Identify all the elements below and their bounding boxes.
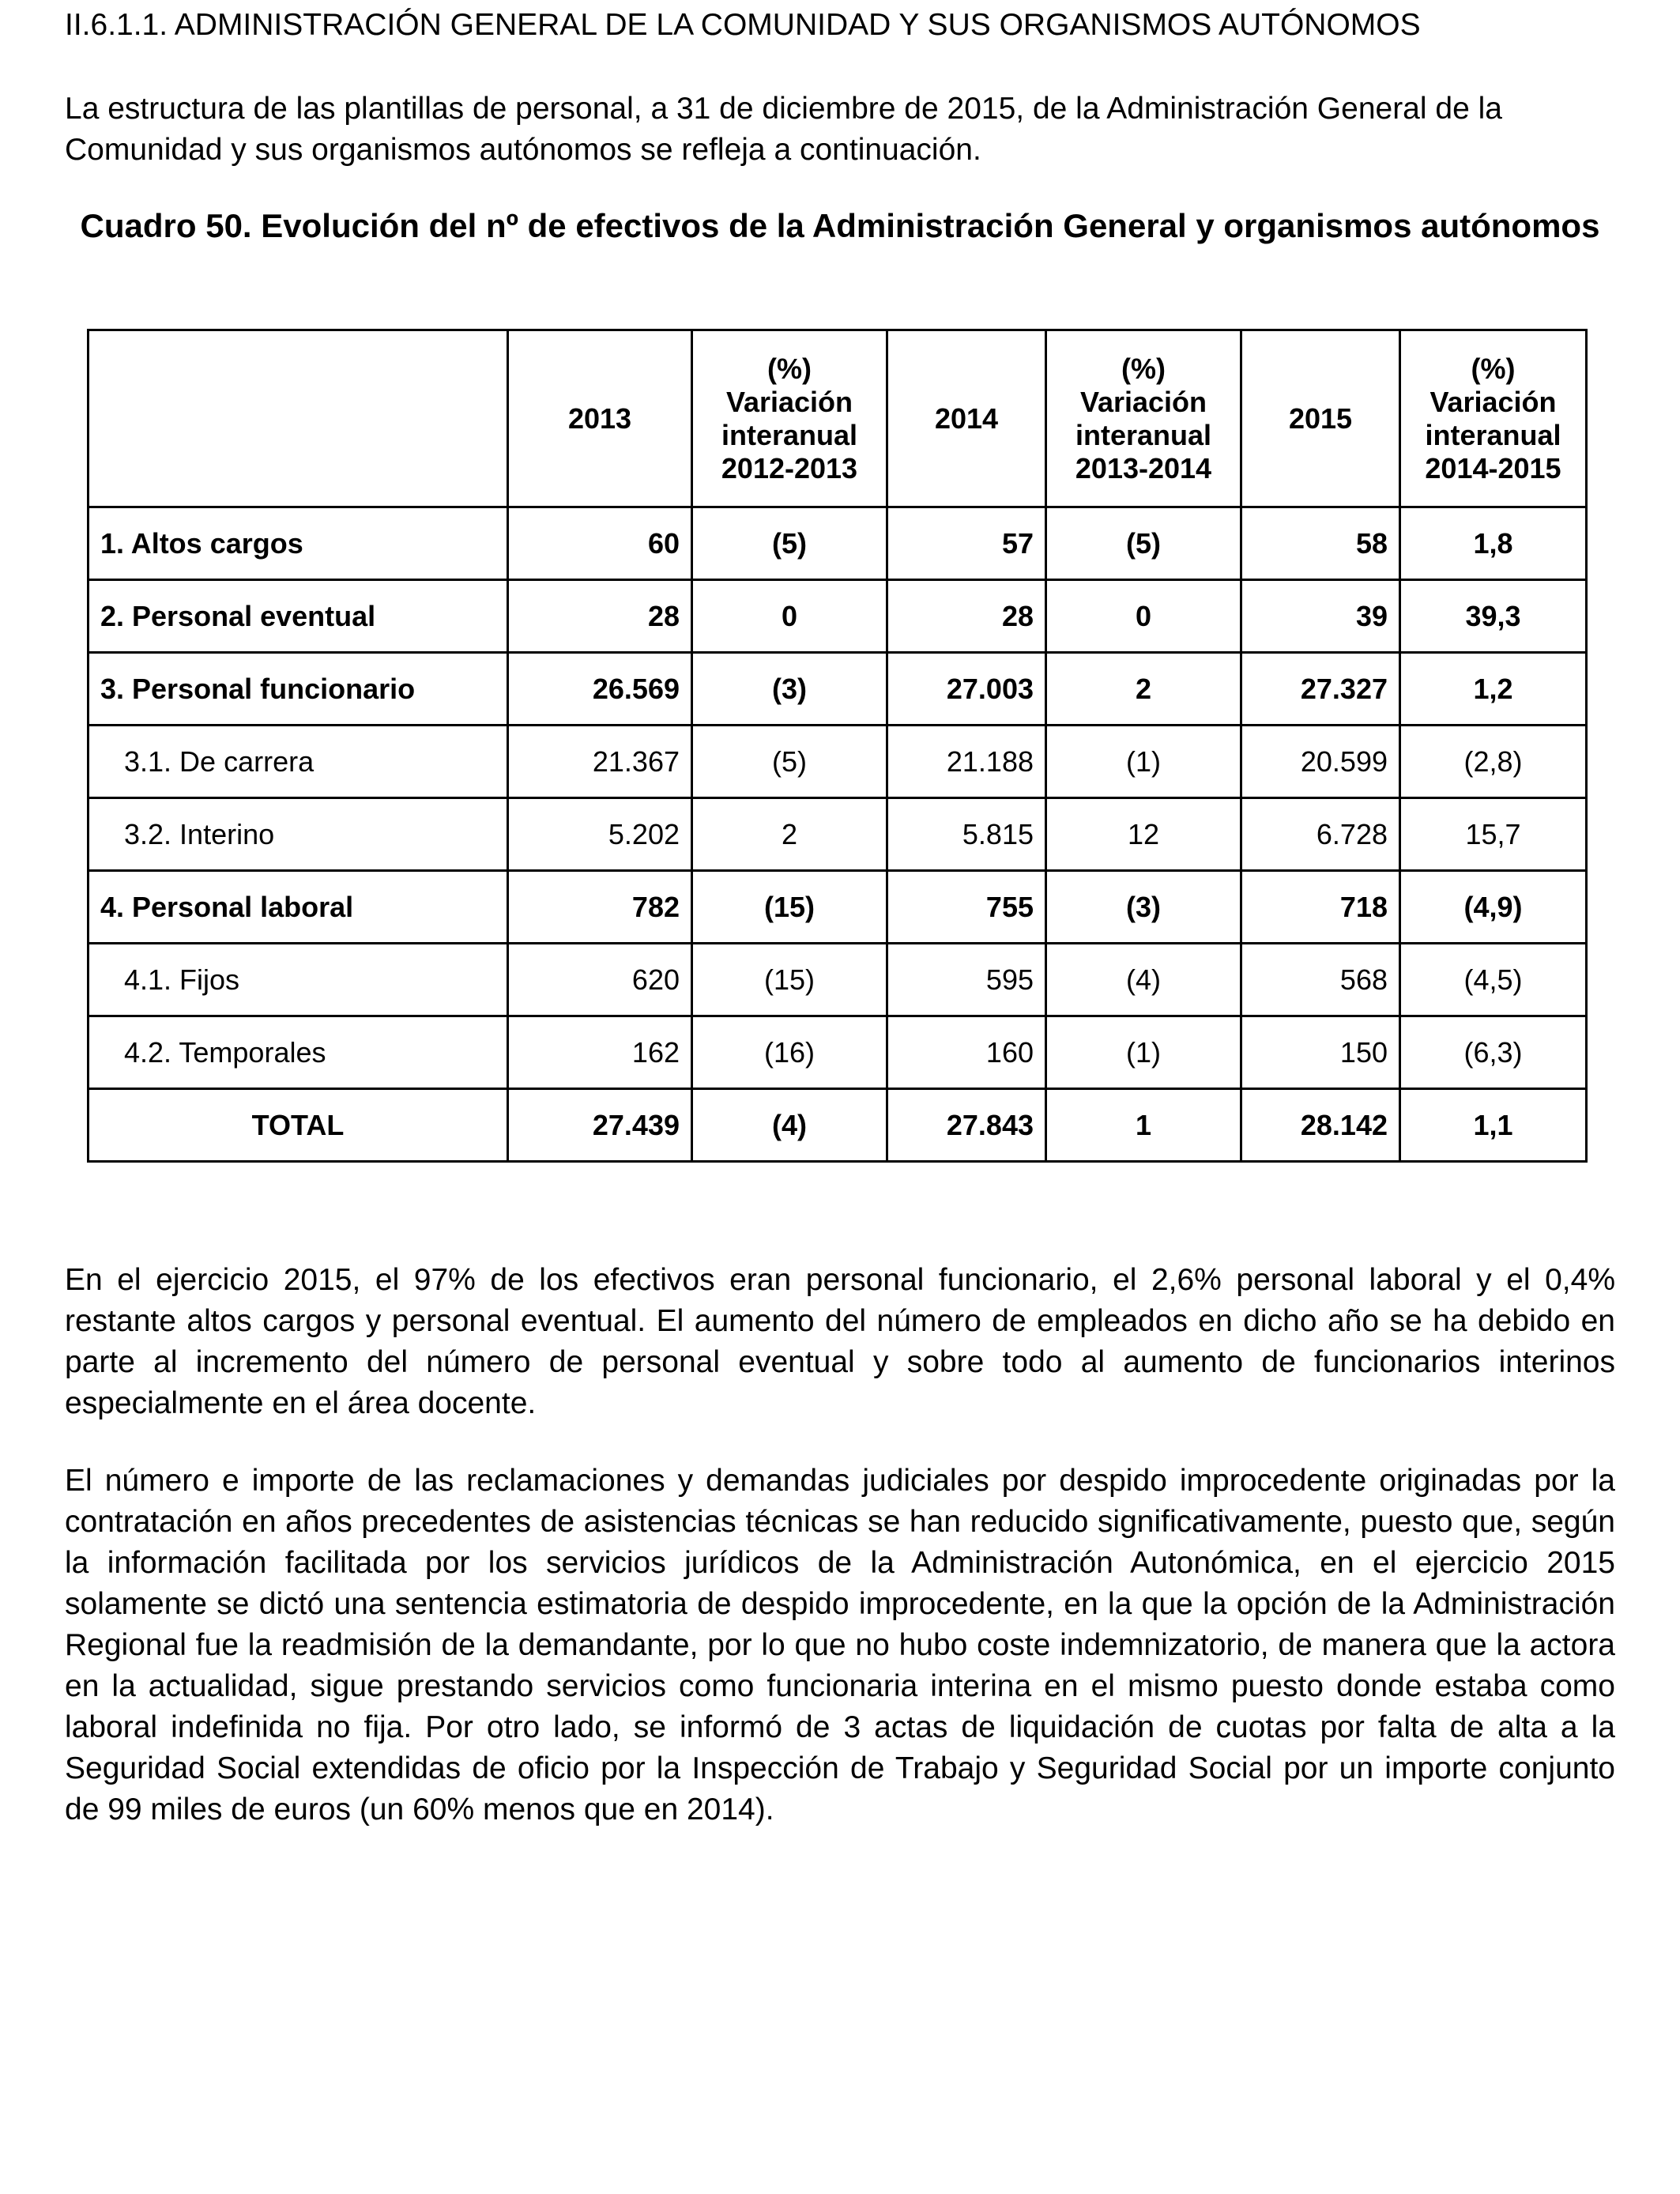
header-2015: 2015 xyxy=(1241,330,1400,507)
cell-var-2014-2015: (6,3) xyxy=(1400,1016,1587,1089)
cell-var-2012-2013: (15) xyxy=(692,871,887,944)
row-label: TOTAL xyxy=(89,1089,508,1162)
cell-var-2013-2014: 0 xyxy=(1046,580,1241,653)
header-variation-2013-2014: (%) Variación interanual 2013-2014 xyxy=(1046,330,1241,507)
row-label: 3.1. De carrera xyxy=(89,726,508,798)
cell-2014: 595 xyxy=(887,944,1046,1016)
cell-2013: 60 xyxy=(508,507,692,580)
staff-table xyxy=(87,329,1588,1163)
body-paragraph-1: En el ejercicio 2015, el 97% de los efectivos eran personal funcionario, el 2,6% personal laboral y el 0,4% restante altos cargos y personal eventual. El aumento del número de empleados en dicho año se ha debido en parte al incremento del número de personal eventual y sobre todo al aumento de funcionarios interinos especialmente en el área docente. xyxy=(65,1263,1615,1420)
cell-var-2014-2015: 1,2 xyxy=(1400,653,1587,726)
cell-2015: 27.327 xyxy=(1241,653,1400,726)
body-paragraph-2: El número e importe de las reclamaciones y demandas judiciales por despido improcedente originadas por la contratación en años precedentes de asistencias técnicas se han reducido significativamente, puesto que, según la información facilitada por los servicios jurídicos de la Administración Autonómica, en el ejercicio 2015 solamente se dictó una sentencia estimatoria de despido improcedente, en la que la opción de la Administración Regional fue la readmisión de la demandante, por lo que no hubo coste indemnizatorio, de manera que la actora en la actualidad, sigue prestando servicios como funcionaria interina en el mismo puesto donde estaba como laboral indefinida no fija. Por otro lado, se informó de 3 actas de liquidación de cuotas por falta de alta a la Seguridad Social extendidas de oficio por la Inspección de Trabajo y Seguridad Social por un importe conjunto de 99 miles de euros (un 60% menos que en 2014). xyxy=(65,1464,1615,1826)
table-row xyxy=(89,798,1587,871)
row-label: 4.1. Fijos xyxy=(89,944,508,1016)
cell-var-2014-2015: 39,3 xyxy=(1400,580,1587,653)
cell-var-2013-2014: 12 xyxy=(1046,798,1241,871)
cell-2013: 5.202 xyxy=(508,798,692,871)
section-heading: II.6.1.1. ADMINISTRACIÓN GENERAL DE LA COMUNIDAD Y SUS ORGANISMOS AUTÓNOMOS xyxy=(65,8,1421,42)
cell-var-2014-2015: 1,1 xyxy=(1400,1089,1587,1162)
row-label: 4.2. Temporales xyxy=(89,1016,508,1089)
cell-2015: 6.728 xyxy=(1241,798,1400,871)
table-row xyxy=(89,871,1587,944)
cell-var-2014-2015: 1,8 xyxy=(1400,507,1587,580)
cell-var-2013-2014: (4) xyxy=(1046,944,1241,1016)
cell-2013: 26.569 xyxy=(508,653,692,726)
cell-2014: 28 xyxy=(887,580,1046,653)
cell-var-2012-2013: (3) xyxy=(692,653,887,726)
cell-var-2013-2014: (1) xyxy=(1046,726,1241,798)
cell-var-2013-2014: (5) xyxy=(1046,507,1241,580)
cell-2015: 568 xyxy=(1241,944,1400,1016)
cell-2015: 20.599 xyxy=(1241,726,1400,798)
table-row xyxy=(89,580,1587,653)
cell-2013: 28 xyxy=(508,580,692,653)
cell-var-2013-2014: (1) xyxy=(1046,1016,1241,1089)
cell-2015: 150 xyxy=(1241,1016,1400,1089)
table-row xyxy=(89,507,1587,580)
cell-var-2013-2014: (3) xyxy=(1046,871,1241,944)
cell-var-2012-2013: 0 xyxy=(692,580,887,653)
cell-2014: 5.815 xyxy=(887,798,1046,871)
cell-var-2012-2013: (5) xyxy=(692,507,887,580)
table-row xyxy=(89,1016,1587,1089)
cell-var-2014-2015: (4,5) xyxy=(1400,944,1587,1016)
cell-2014: 27.843 xyxy=(887,1089,1046,1162)
cell-var-2013-2014: 2 xyxy=(1046,653,1241,726)
header-variation-2012-2013: (%) Variación interanual 2012-2013 xyxy=(692,330,887,507)
cell-2015: 718 xyxy=(1241,871,1400,944)
row-label: 3.2. Interino xyxy=(89,798,508,871)
cell-2015: 58 xyxy=(1241,507,1400,580)
header-blank xyxy=(89,330,508,507)
cell-2013: 782 xyxy=(508,871,692,944)
cell-var-2014-2015: (4,9) xyxy=(1400,871,1587,944)
header-2014: 2014 xyxy=(887,330,1046,507)
cell-var-2013-2014: 1 xyxy=(1046,1089,1241,1162)
table-caption: Cuadro 50. Evolución del nº de efectivos de la Administración General y organismos autónomos xyxy=(80,207,1600,244)
cell-var-2012-2013: (15) xyxy=(692,944,887,1016)
cell-2014: 755 xyxy=(887,871,1046,944)
cell-2014: 27.003 xyxy=(887,653,1046,726)
table-row xyxy=(89,653,1587,726)
row-label: 4. Personal laboral xyxy=(89,871,508,944)
cell-2014: 160 xyxy=(887,1016,1046,1089)
header-variation-2014-2015: (%) Variación interanual 2014-2015 xyxy=(1400,330,1587,507)
cell-2013: 162 xyxy=(508,1016,692,1089)
table-row xyxy=(89,726,1587,798)
cell-2013: 21.367 xyxy=(508,726,692,798)
cell-var-2014-2015: (2,8) xyxy=(1400,726,1587,798)
cell-var-2012-2013: (5) xyxy=(692,726,887,798)
table-row xyxy=(89,944,1587,1016)
row-label: 2. Personal eventual xyxy=(89,580,508,653)
cell-2014: 21.188 xyxy=(887,726,1046,798)
table-header-row xyxy=(89,330,1587,507)
row-label: 1. Altos cargos xyxy=(89,507,508,580)
cell-var-2012-2013: 2 xyxy=(692,798,887,871)
cell-2014: 57 xyxy=(887,507,1046,580)
cell-2013: 620 xyxy=(508,944,692,1016)
cell-var-2012-2013: (4) xyxy=(692,1089,887,1162)
intro-paragraph: La estructura de las plantillas de personal, a 31 de diciembre de 2015, de la Administración General de la Comunidad y sus organismos autónomos se refleja a continuación. xyxy=(65,92,1502,167)
cell-var-2012-2013: (16) xyxy=(692,1016,887,1089)
table-row-total xyxy=(89,1089,1587,1162)
cell-2013: 27.439 xyxy=(508,1089,692,1162)
header-2013: 2013 xyxy=(508,330,692,507)
cell-var-2014-2015: 15,7 xyxy=(1400,798,1587,871)
cell-2015: 39 xyxy=(1241,580,1400,653)
row-label: 3. Personal funcionario xyxy=(89,653,508,726)
cell-2015: 28.142 xyxy=(1241,1089,1400,1162)
